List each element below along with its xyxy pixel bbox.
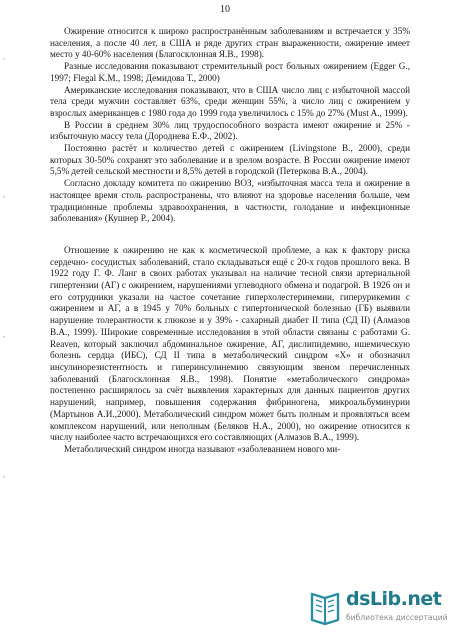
book-icon xyxy=(308,588,342,626)
paragraph: Американские исследования показывают, что в США число лиц с избыточной массой тела среди мужчин составляет 63%, среди женщин 55%, а число лиц с ожирением у взрослых американцев с 1980 года до 1999 года увеличилось с 15% до 27% (Must A., 1999). xyxy=(50,84,410,118)
paragraph: Разные исследования показывают стремительный рост больных ожирением (Egger G., 1997; Flegal K.M., 1998; Демидова Т., 2000) xyxy=(50,61,410,83)
margin-mark: , xyxy=(3,52,5,61)
paragraph: Ожирение относится к широко распространённым заболеваниям и встречается у 35% населения, а после 40 лет, в США и ряде других стран выраженности, ожирение имеет место у 40-60% населения (Благосклонная Я.В., 1998). xyxy=(50,26,410,60)
paragraph: В России в среднем 30% лиц трудоспособного возраста имеют ожирение и 25% - избыточную массу тела (Дороднева Е.Ф., 2002). xyxy=(50,119,410,142)
margin-mark: , xyxy=(3,330,5,339)
paragraph: Постоянно растёт и количество детей с ожирением (Livingstone B., 2000), среди которых 30-50% сохранят это заболевание и в зрелом возрасте. В России ожирение имеют 5,5% детей сельской местности и 8,5% детей в городской (Петеркова В.А., 2004). xyxy=(50,143,410,177)
paragraph: Метаболический синдром иногда называют «заболеванием нового ми- xyxy=(64,443,341,454)
watermark-brand: dsLib.net xyxy=(346,588,442,610)
document-body xyxy=(50,26,410,456)
margin-mark: , xyxy=(3,470,5,479)
paragraph: Согласно докладу комитета по ожирению ВОЗ, «избыточная масса тела и ожирение в настоящее время столь распространены, что влияют на здоровье населения больше, чем традиционные проблемы здравоохранения, в частности, голодание и инфекционные заболевания» (Кушнер Р., 2004). xyxy=(50,178,410,224)
watermark-subtitle: библиотека диссертаций xyxy=(346,613,448,622)
paragraph: Отношение к ожирению не как к косметической проблеме, а как к фактору риска сердечно- сосудистых заболеваний, стало складываться ещё с 20-х годов прошлого века. В 1922 году Г. Ф. Ланг в своих работах указывал на наличие тесной связи артериальной гипертензии (АГ) с ожирением, нарушениями углеводного обмена и подагрой. В 1926 он и его сотрудники указали на частое сочетание гиперхолестеринемии, гиперурикемии с ожирением и АГ, а в 1945 у 70% больных с гипертонической болезнью (ГБ) выявили нарушение толерантности к глюкозе и у 39% - сахарный диабет II типа (СД II) (Алмазов В.А., 1999). Широкие современные исследования в этой области связаны с работами G. Reaven, который заключил абдоминальное ожирение, АГ, дислипидемию, ишемическую болезнь сердца (ИБС), СД II типа в метаболический синдром «Х» и обозначил инсулинорезистентность и гиперинсулинемию связующим звеном перечисленных заболеваний (Благосклонная Я.В., 1998). Понятие «метаболического синдрома» постепенно расширялось за счёт выявления характерных для данных пациентов других нарушений, например, повышения содержания фибриногена, микроальбуминурии (Мартынов А.И.,2000). Метаболический синдром может быть полным и проявляться всем комплексом нарушений, или неполным (Беляков Н.А., 2000), но ожирение относится к числу наиболее часто встречающихся его составляющих (Алмазов В.А., 1999). xyxy=(50,244,410,443)
page-number: 10 xyxy=(220,4,230,15)
dslib-watermark xyxy=(308,588,448,628)
margin-mark: , xyxy=(3,190,5,199)
